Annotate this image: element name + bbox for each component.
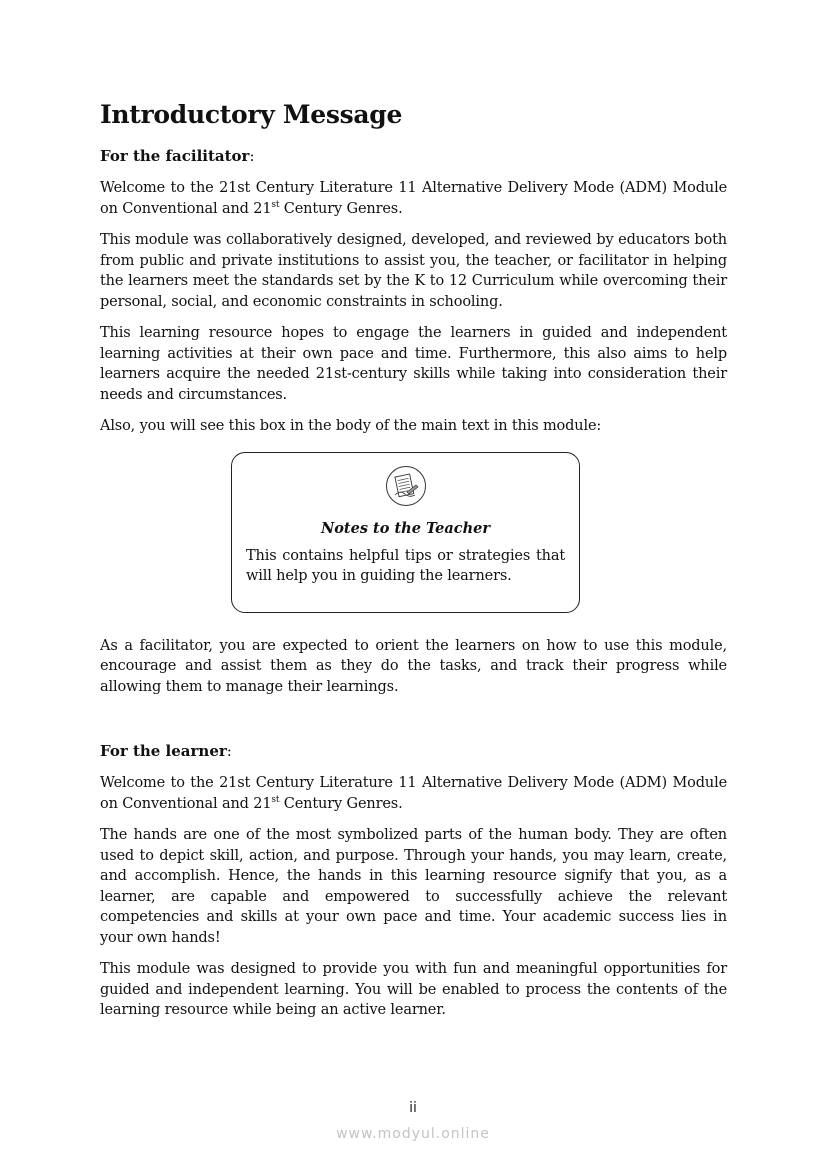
facilitator-welcome-paragraph: Welcome to the 21st Century Literature 11 Alternative Delivery Mode (ADM) Module on Conventional and 21st Century Genres.	[100, 180, 727, 217]
page-number: ii	[409, 1100, 417, 1116]
page-title: Introductory Message	[100, 100, 403, 129]
facilitator-resource-paragraph: This learning resource hopes to engage the learners in guided and independent learning activities at their own pace and time. Furthermore, this also aims to help learners acquire the needed 21st-century skills while taking into consideration their needs and circumstances.	[100, 325, 727, 403]
learner-module-paragraph: This module was designed to provide you with fun and meaningful opportunities for guided and independent learning. You will be enabled to process the contents of the learning resource while being an active learner.	[100, 961, 727, 1018]
learner-heading: For the learner:	[100, 742, 232, 760]
watermark: www.modyul.online	[336, 1126, 490, 1142]
notes-box-title: Notes to the Teacher	[321, 519, 490, 537]
notes-icon	[385, 465, 427, 507]
facilitator-box-intro-paragraph: Also, you will see this box in the body of the main text in this module:	[100, 418, 602, 434]
page-content	[100, 98, 727, 1032]
facilitator-role-paragraph: As a facilitator, you are expected to orient the learners on how to use this module, encourage and assist them as they do the tasks, and track their progress while allowing them to manage their learnings.	[100, 637, 727, 695]
notes-box-text: This contains helpful tips or strategies that will help you in guiding the learners.	[246, 547, 565, 584]
facilitator-heading: For the facilitator:	[100, 147, 255, 165]
learner-welcome-paragraph: Welcome to the 21st Century Literature 11 Alternative Delivery Mode (ADM) Module on Conventional and 21st Century Genres.	[100, 775, 727, 812]
notes-to-teacher-box	[231, 452, 580, 613]
facilitator-design-paragraph: This module was collaboratively designed, developed, and reviewed by educators both from public and private institutions to assist you, the teacher, or facilitator in helping the learners meet the standards set by the K to 12 Curriculum while overcoming their personal, social, and economic constraints in schooling.	[100, 232, 727, 310]
learner-hands-paragraph: The hands are one of the most symbolized parts of the human body. They are often used to depict skill, action, and purpose. Through your hands, you may learn, create, and accomplish. Hence, the hands in this learning resource signify that you, as a learner, are capable and empowered to successfully achieve the relevant competencies and skills at your own pace and time. Your academic success lies in your own hands!	[100, 827, 727, 946]
